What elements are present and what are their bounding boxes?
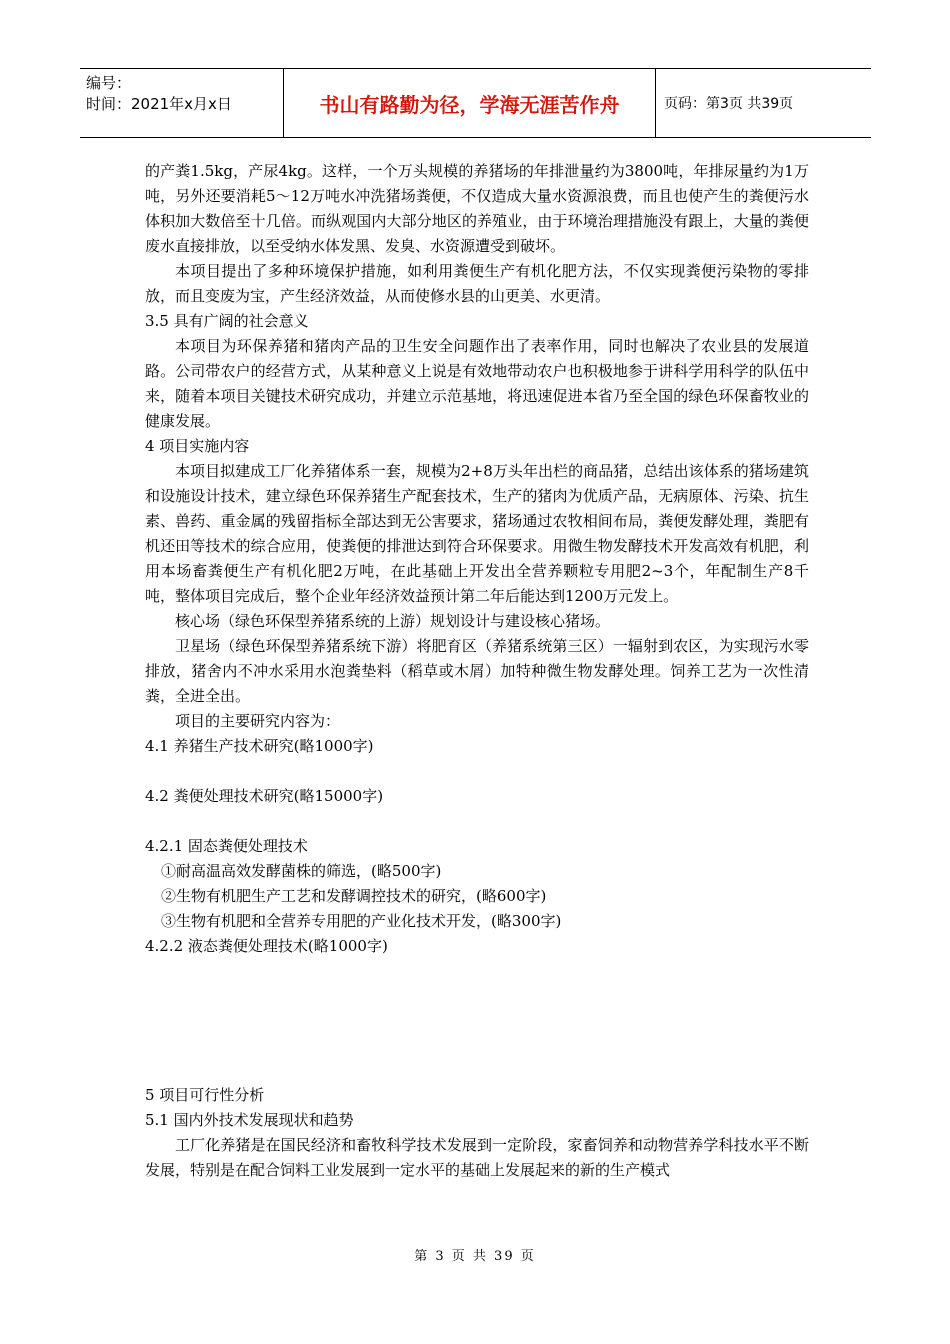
header-page-info: 页码：第3页 共39页 bbox=[664, 96, 794, 112]
page-footer: 第 3 页 共 39 页 bbox=[414, 1249, 536, 1264]
heading-3-5: 3.5 具有广阔的社会意义 bbox=[145, 312, 309, 330]
heading-4: 4 项目实施内容 bbox=[145, 437, 250, 455]
heading-4-1: 4.1 养猪生产技术研究(略1000字) bbox=[145, 737, 374, 755]
list-item-1: ①耐高温高效发酵菌株的筛选，(略500字) bbox=[161, 862, 442, 880]
heading-4-2: 4.2 粪便处理技术研究(略15000字) bbox=[145, 787, 384, 805]
paragraph-7: 项目的主要研究内容为： bbox=[175, 712, 341, 730]
header-motto: 书山有路勤为径，学海无涯苦作舟 bbox=[284, 69, 656, 137]
paragraph-1: 的产粪1.5kg，产尿4kg。这样，一个万头规模的养猪场的年排泄量约为3800吨，年排尿量约为1万吨，另外还要消耗5～12万吨水冲洗猪场粪便，不仅造成大量水资源浪费，而且也使产生的粪便污水体积加大数倍至十几倍。而纵观国内大部分地区的养殖业，由于环境治理措施没有跟上，大量的粪便废水直接排放，以至受纳水体发黑、发臭、水资源遭受到破坏。 bbox=[145, 162, 809, 255]
page-header bbox=[80, 68, 871, 138]
paragraph-8: 工厂化养猪是在国民经济和畜牧科学技术发展到一定阶段，家畜饲养和动物营养学科技水平不断发展，特别是在配合饲料工业发展到一定水平的基础上发展起来的新的生产模式 bbox=[145, 1136, 809, 1179]
spacer bbox=[145, 759, 809, 784]
paragraph-2: 本项目提出了多种环境保护措施，如利用粪便生产有机化肥方法，不仅实现粪便污染物的零排放，而且变废为宝，产生经济效益，从而使修水县的山更美、水更清。 bbox=[145, 262, 809, 305]
header-time-label: 时间：2021年x月x日 bbox=[86, 95, 232, 113]
paragraph-4: 本项目拟建成工厂化养猪体系一套，规模为2+8万头年出栏的商品猪，总结出该体系的猪场建筑和设施设计技术，建立绿色环保养猪生产配套技术，生产的猪肉为优质产品，无病原体、污染、抗生素、兽药、重金属的残留指标全部达到无公害要求，猪场通过农牧相间布局，粪便发酵处理，粪肥有机还田等技术的综合应用，使粪便的排泄达到符合环保要求。用微生物发酵技术开发高效有机肥，利用本场畜粪便生产有机化肥2万吨，在此基础上开发出全营养颗粒专用肥2~3个，年配制生产8千吨，整体项目完成后，整个企业年经济效益预计第二年后能达到1200万元发上。 bbox=[145, 462, 809, 605]
heading-5-1: 5.1 国内外技术发展现状和趋势 bbox=[145, 1111, 354, 1129]
paragraph-5: 核心场（绿色环保型养猪系统的上游）规划设计与建设核心猪场。 bbox=[175, 612, 611, 630]
heading-5: 5 项目可行性分析 bbox=[145, 1086, 265, 1104]
paragraph-3: 本项目为环保养猪和猪肉产品的卫生安全问题作出了表率作用，同时也解决了农业县的发展道路。公司带农户的经营方式，从某种意义上说是有效地带动农户也积极地参于讲科学用科学的队伍中来，随着本项目关键技术研究成功，并建立示范基地，将迅速促进本省乃至全国的绿色环保畜牧业的健康发展。 bbox=[145, 337, 809, 430]
list-item-3: ③生物有机肥和全营养专用肥的产业化技术开发，(略300字) bbox=[161, 912, 562, 930]
header-code-label: 编号： bbox=[86, 74, 132, 92]
header-meta bbox=[80, 69, 284, 137]
spacer bbox=[145, 809, 809, 834]
document-body bbox=[145, 159, 809, 1183]
heading-4-2-1: 4.2.1 固态粪便处理技术 bbox=[145, 837, 308, 855]
heading-4-2-2: 4.2.2 液态粪便处理技术(略1000字) bbox=[145, 937, 388, 955]
spacer bbox=[145, 959, 809, 1083]
paragraph-6: 卫星场（绿色环保型养猪系统下游）将肥育区（养猪系统第三区）一辐射到农区，为实现污水零排放，猪舍内不冲水采用水泡粪垫料（稻草或木屑）加特种微生物发酵处理。饲养工艺为一次性清粪，全进全出。 bbox=[145, 637, 809, 705]
list-item-2: ②生物有机肥生产工艺和发酵调控技术的研究，(略600字) bbox=[161, 887, 547, 905]
